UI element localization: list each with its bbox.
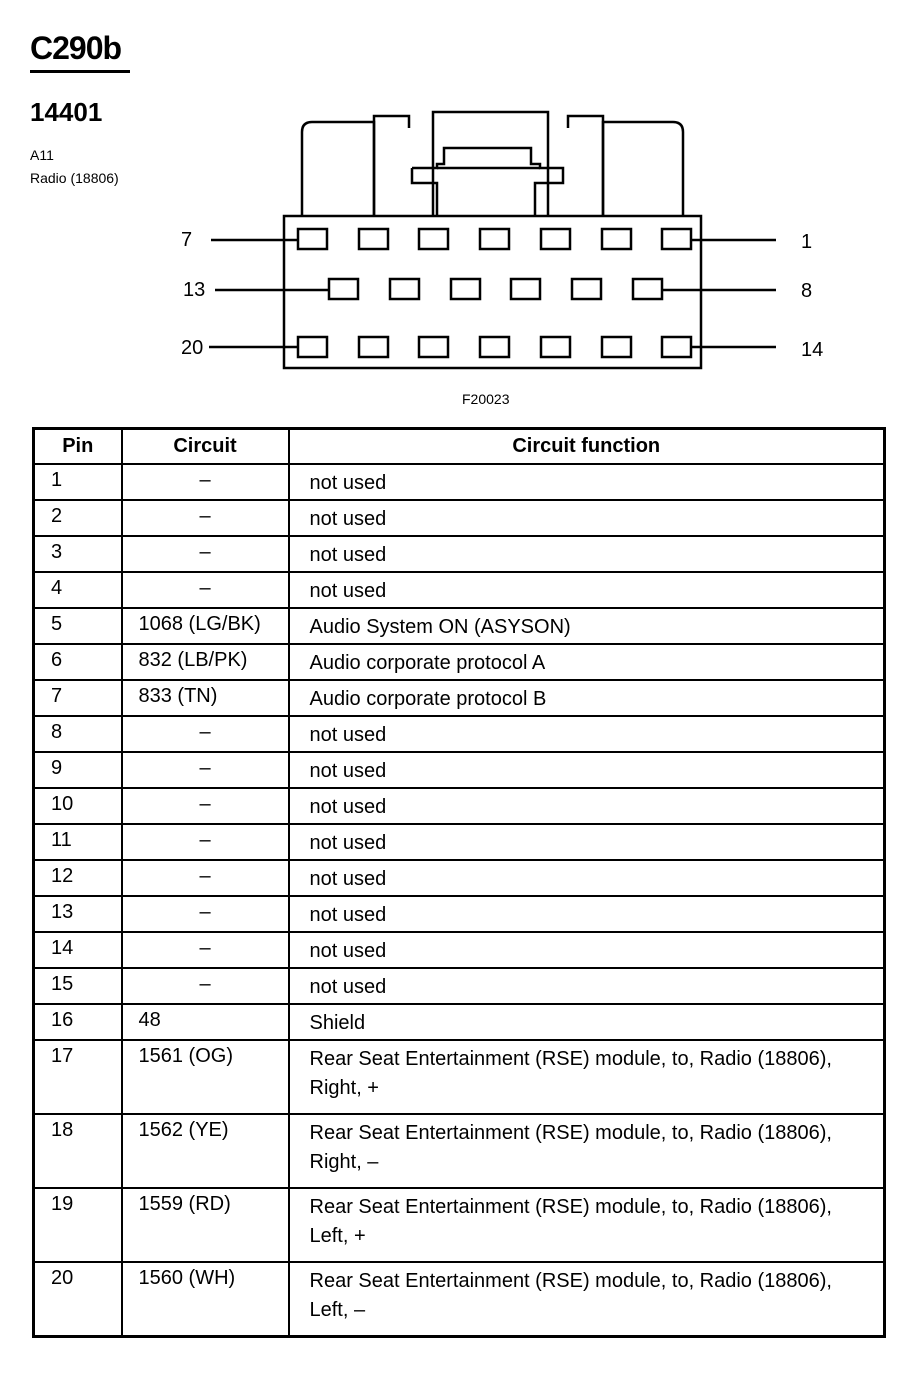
pin-cell: 8: [34, 716, 122, 752]
pin-cell: 19: [34, 1188, 122, 1262]
pin-label-20: 20: [181, 337, 204, 359]
cavity-20: [298, 337, 327, 357]
circuit-cell: 832 (LB/PK): [122, 644, 289, 680]
circuit-cell: –: [122, 572, 289, 608]
connector-body: [284, 216, 701, 368]
function-cell: not used: [289, 536, 885, 572]
cavity-9: [572, 279, 601, 299]
pin-cell: 10: [34, 788, 122, 824]
pin-cell: 18: [34, 1114, 122, 1188]
table-row: [34, 1004, 885, 1040]
circuit-cell: 1562 (YE): [122, 1114, 289, 1188]
pin-label-13: 13: [183, 279, 206, 301]
component-code: A11: [30, 147, 54, 163]
circuit-cell: 833 (TN): [122, 680, 289, 716]
cavity-4: [480, 229, 509, 249]
pin-cell: 11: [34, 824, 122, 860]
cavity-12: [390, 279, 419, 299]
table-row: [34, 608, 885, 644]
table-row: [34, 716, 885, 752]
table-row: [34, 968, 885, 1004]
table-row: [34, 464, 885, 500]
pin-label-7: 7: [181, 229, 193, 251]
cavity-8: [633, 279, 662, 299]
pin-label-1: 1: [801, 231, 813, 253]
cavity-7: [298, 229, 327, 249]
function-cell: not used: [289, 752, 885, 788]
cavity-1: [662, 229, 691, 249]
function-cell: not used: [289, 572, 885, 608]
cavity-17: [480, 337, 509, 357]
circuit-cell: –: [122, 968, 289, 1004]
cavity-5: [419, 229, 448, 249]
figure-id: F20023: [462, 391, 510, 407]
table-row: [34, 824, 885, 860]
table-row: [34, 1114, 885, 1188]
function-cell: Shield: [289, 1004, 885, 1040]
cavity-10: [511, 279, 540, 299]
function-cell: not used: [289, 464, 885, 500]
circuit-cell: 1068 (LG/BK): [122, 608, 289, 644]
pin-label-14: 14: [801, 339, 824, 361]
pin-cell: 17: [34, 1040, 122, 1114]
cavity-11: [451, 279, 480, 299]
function-cell: Audio System ON (ASYSON): [289, 608, 885, 644]
circuit-cell: –: [122, 896, 289, 932]
function-cell: Rear Seat Entertainment (RSE) module, to, Radio (18806), Left, +: [289, 1188, 885, 1262]
left-latch: [302, 122, 374, 216]
circuit-cell: –: [122, 500, 289, 536]
left-latch-hook: [374, 116, 409, 216]
function-cell: not used: [289, 824, 885, 860]
component-name: Radio (18806): [30, 170, 119, 186]
function-cell: not used: [289, 932, 885, 968]
pin-cell: 9: [34, 752, 122, 788]
pin-cell: 4: [34, 572, 122, 608]
function-cell: Rear Seat Entertainment (RSE) module, to, Radio (18806), Right, +: [289, 1040, 885, 1114]
table-row: [34, 536, 885, 572]
connector-diagram: [0, 0, 910, 420]
header-pin: Pin: [34, 429, 122, 465]
table-row: [34, 860, 885, 896]
circuit-cell: –: [122, 824, 289, 860]
circuit-cell: –: [122, 464, 289, 500]
circuit-cell: 1560 (WH): [122, 1262, 289, 1336]
cavity-2: [602, 229, 631, 249]
pin-cell: 15: [34, 968, 122, 1004]
cavity-15: [602, 337, 631, 357]
function-cell: Rear Seat Entertainment (RSE) module, to, Radio (18806), Left, –: [289, 1262, 885, 1336]
circuit-cell: –: [122, 932, 289, 968]
connector-title: C290b: [30, 30, 122, 66]
circuit-cell: –: [122, 716, 289, 752]
pin-cell: 2: [34, 500, 122, 536]
function-cell: Audio corporate protocol B: [289, 680, 885, 716]
function-cell: not used: [289, 860, 885, 896]
right-latch-hook: [568, 116, 603, 216]
table-row: [34, 680, 885, 716]
pin-cell: 5: [34, 608, 122, 644]
pin-cell: 13: [34, 896, 122, 932]
table-header-row: [34, 429, 885, 465]
function-cell: Rear Seat Entertainment (RSE) module, to, Radio (18806), Right, –: [289, 1114, 885, 1188]
pin-cell: 1: [34, 464, 122, 500]
circuit-cell: 1559 (RD): [122, 1188, 289, 1262]
table-row: [34, 932, 885, 968]
function-cell: not used: [289, 788, 885, 824]
table-row: [34, 788, 885, 824]
cavity-13: [329, 279, 358, 299]
table-row: [34, 752, 885, 788]
pin-cell: 14: [34, 932, 122, 968]
circuit-cell: –: [122, 752, 289, 788]
pin-cell: 20: [34, 1262, 122, 1336]
cavity-19: [359, 337, 388, 357]
pin-cell: 12: [34, 860, 122, 896]
cavity-3: [541, 229, 570, 249]
pin-cavities: [298, 229, 691, 357]
circuit-cell: –: [122, 860, 289, 896]
pin-cell: 6: [34, 644, 122, 680]
table-row: [34, 500, 885, 536]
cavity-18: [419, 337, 448, 357]
table-row: [34, 1262, 885, 1336]
cavity-14: [662, 337, 691, 357]
circuit-cell: 1561 (OG): [122, 1040, 289, 1114]
function-cell: not used: [289, 716, 885, 752]
table-row: [34, 896, 885, 932]
pin-cell: 16: [34, 1004, 122, 1040]
function-cell: not used: [289, 968, 885, 1004]
header-circuit-function: Circuit function: [289, 429, 885, 465]
circuit-cell: –: [122, 536, 289, 572]
cavity-16: [541, 337, 570, 357]
leader-lines: [209, 240, 776, 347]
table-row: [34, 1040, 885, 1114]
table-body: [34, 464, 885, 1336]
pin-label-8: 8: [801, 280, 813, 302]
circuit-cell: –: [122, 788, 289, 824]
function-cell: Audio corporate protocol A: [289, 644, 885, 680]
header-circuit: Circuit: [122, 429, 289, 465]
table-row: [34, 644, 885, 680]
right-latch: [603, 122, 683, 216]
pin-cell: 7: [34, 680, 122, 716]
table-row: [34, 572, 885, 608]
circuit-cell: 48: [122, 1004, 289, 1040]
cavity-6: [359, 229, 388, 249]
function-cell: not used: [289, 896, 885, 932]
pinout-table: [32, 427, 886, 1338]
function-cell: not used: [289, 500, 885, 536]
table-row: [34, 1188, 885, 1262]
pin-cell: 3: [34, 536, 122, 572]
part-number: 14401: [30, 97, 103, 127]
